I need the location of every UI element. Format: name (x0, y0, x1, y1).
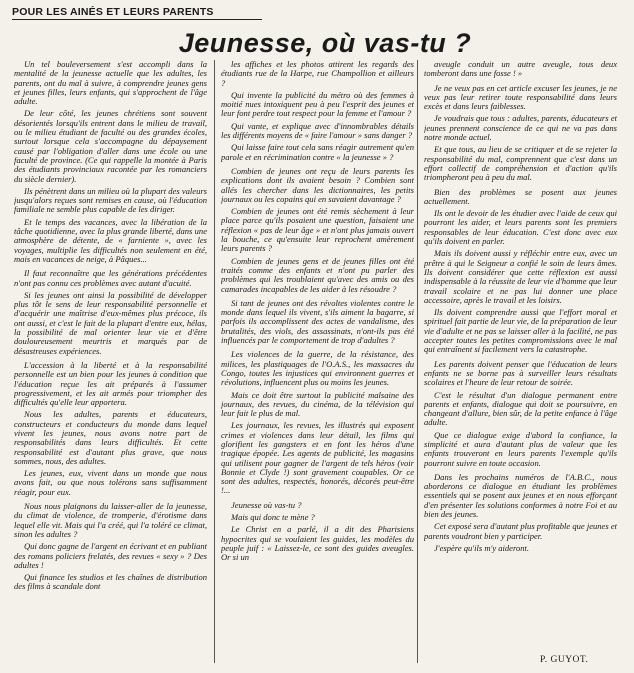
paragraph: Que ce dialogue exige d'abord la confiance, la simplicité et aura d'autant plus de valeur que les enfants trouveront en leurs parents l'exemple qu'ils pourront suivre en toute occasion. (424, 429, 617, 468)
paragraph: Qui laisse faire tout cela sans réagir autrement qu'en parole et en récrimination contre « la jeunesse » ? (221, 142, 414, 162)
paragraph: Bien des problèmes se posent aux jeunes actuellement. (424, 186, 617, 206)
paragraph: C'est le résultat d'un dialogue permanent entre parents et enfants, dialogue qui doit se poursuivre, en changeant d'allure, bien sûr, de la petite enfance à l'âge adulte. (424, 389, 617, 428)
paragraph: Un tel bouleversement s'est accompli dans la mentalité de la jeunesse actuelle que les adultes, les parents, ont du mal à suivre, à comprendre jeunes gens et jeunes filles, leurs enfants, qui s'approchent de l'âge adulte. (14, 60, 207, 107)
paragraph: De leur côté, les jeunes chrétiens sont souvent désorientés lorsqu'ils entrent dans le milieu de travail, ou le milieu étudiant de faculté ou des grandes écoles, surtout lorsque cela s'accompagne du dépaysement causé par l'obligation d'aller dans une école ou une faculté de province. (Ce qui rappelle la montée à Paris des étudiants provinciaux racontée par les romanciers du siècle dernier). (14, 108, 207, 184)
paragraph: Combien de jeunes gens et de jeunes filles ont été traités comme des enfants et n'ont pu parler des problèmes qui les troublaient qu'avec des amis ou des camarades incapables de les aider à les résoudre ? (221, 255, 414, 294)
paragraph: Qui donc gagne de l'argent en écrivant et en publiant des romans policiers frelatés, des revues « sexy » ? Des adultes ! (14, 541, 207, 570)
paragraph: Les violences de la guerre, de la résistance, des milices, les plastiquages de l'O.A.S., les massacres du Congo, toutes les injustices qui environnent guerres et révolutions, influencent plus ou moins les jeunes. (221, 349, 414, 388)
author-signature: P. GUYOT. (540, 655, 589, 665)
paragraph: Mais qui donc te mène ? (231, 512, 315, 523)
paragraph: Qui invente la publicité du métro où des femmes à moitié nues intoxiquent peu à peu l'esprit des jeunes et leur font perdre tout respect pour la femme et l'amour ? (221, 89, 414, 119)
paragraph: Le Christ en a parlé, il a dit des Pharisiens hypocrites qui se voulaient les guides, les modèles du peuple juif : « Laissez-le, ce sont des guides aveugles. Or si un (221, 524, 414, 563)
column-rule (417, 60, 418, 663)
paragraph: Si tant de jeunes ont des révoltes violentes contre le monde dans lequel ils vivent, s'ils aiment la bagarre, si parfois ils accomplissent des actes de vandalisme, des brutalités, des viols, des assassinats, n'ont-ils pas été influencés par le comportement de trop d'adultes ? (221, 297, 414, 346)
article-title: Jeunesse, où vas-tu ? (178, 28, 472, 58)
paragraph: Et que tous, au lieu de se critiquer et de se rejeter la responsabilité du mal, comprennent que c'est dans un effort collectif de compréhension et d'action qu'ils triompheront peu à peu du mal. (424, 144, 617, 183)
paragraph: Les parents doivent penser que l'éducation de leurs enfants ne se borne pas à surveiller leurs résultats scolaires et l'heure de leur retour de soirée. (424, 358, 617, 388)
paragraph: Les jeunes, eux, vivent dans un monde que nous avons fait, ou que nous tolérons sans suffisamment réagir, pour eux. (14, 468, 207, 497)
paragraph: J'espère qu'ils m'y aideront. (434, 542, 530, 553)
paragraph: Mais ils doivent aussi y réfléchir entre eux, avec un prêtre à qui le Seigneur a confié le soin de leurs âmes. Ils doivent considérer que cette réflexion est aussi indispensable à la réussite de leur vie d'homme que leur travail scolaire et ne pas lui donner une place accessoire, après le travail et les loisirs. (424, 248, 617, 305)
paragraph: L'accession à la liberté et à la responsabilité personnelle est un bien pour les jeunes à condition que l'éducation reçue les ait préparés à l'assumer progressivement, et les ait armés pour triompher des difficultés qu'elle leur apportera. (14, 359, 207, 408)
text-column-1 (14, 60, 207, 660)
paragraph: les affiches et les photos attirent les regards des étudiants rue de la Harpe, rue Champollion et ailleurs ? (221, 60, 414, 88)
text-column-3 (424, 60, 617, 660)
paragraph: Les journaux, les revues, les illustrés qui exposent crimes et violences dans leur détail, les films qui glorifient les gangsters et en font les héros d'une tragique épopée. Les agents de publicité, les magasins qui utilisent pour gagner de l'argent de tels héros (voir Bonnie et Clyde !) sont gravement coupables. Or ce sont des adultes, respectés, honorés, décorés peut-être !... (221, 420, 414, 496)
paragraph: aveugle conduit un autre aveugle, tous deux tomberont dans une fosse ! » (424, 60, 617, 79)
text-column-2 (221, 60, 414, 660)
paragraph: Ils pénètrent dans un milieu où la plupart des valeurs jusqu'alors reçues sont remises en cause, où l'éducation familiale ne semble plus capable de les diriger. (14, 185, 207, 215)
paragraph: Mais ce doit être surtout la publicité malsaine des journaux, des revues, du cinéma, de la télévision qui leur fait le plus de mal. (221, 389, 414, 419)
paragraph: Je voudrais que tous : adultes, parents, éducateurs et jeunes prennent conscience de ce qui ne va pas dans notre monde actuel. (424, 113, 617, 143)
paragraph: Jeunesse où vas-tu ? (231, 499, 302, 510)
paragraph: Qui finance les studios et les chaînes de distribution des films à scandale dont (14, 572, 207, 592)
paragraph: Si les jeunes ont ainsi la possibilité de développer plus tôt le sens de leur responsabilité personnelle et d'acquérir une maîtrise d'eux-mêmes plus précoce, ils ont aussi, et c'est le fait de la plupart d'entre eux, hélas, la possibilité de mal orienter leur vie et d'être douloureusement meurtris et marqués par de désastreuses expériences. (14, 289, 207, 356)
paragraph: Nous nous plaignons du laisser-aller de la jeunesse, du climat de violence, de tromperie, d'érotisme dans lequel elle vit. Mais qui l'a créé, qui l'a toléré ce climat, sinon les adultes ? (14, 501, 207, 539)
paragraph: Combien de jeunes ont été remis sèchement à leur place parce qu'ils posaient une question, faisaient une réflexion « pas de leur âge » et n'ont plus jamais ouvert la bouche, ce qu'ensuite leur reprochent amèrement leurs parents ? (221, 206, 414, 254)
paragraph: Dans les prochains numéros de l'A.B.C., nous aborderons ce dialogue en étudiant les problèmes essentiels qui se posent aux jeunes et en nous efforçant d'en présenter les solutions conformes à notre Foi et au bien des jeunes. (424, 471, 617, 520)
paragraph: Combien de jeunes ont reçu de leurs parents les explications dont ils avaient besoin ? Combien sont allés les chercher dans les dictionnaires, les petits journaux ou les copains qui en savaient davantage ? (221, 165, 414, 204)
paragraph: Ils doivent comprendre aussi que l'effort moral et spirituel fait partie de leur vie, de la préparation de leur vie d'adulte et ne pas se laisser aller à la facilité, ne pas accepter toutes les petites compromissions avec le mal qui entraînent si facilement vers la catastrophe. (424, 307, 617, 355)
section-rubric: POUR LES AINÉS ET LEURS PARENTS (12, 6, 262, 20)
paragraph: Et le temps des vacances, avec la libération de la tâche quotidienne, avec la plus grande liberté, dans une atmosphère de détente, de « farniente », avec les voyages, multiplie les difficultés non seulement en été, mais en vacances de neige, à Pâques... (14, 216, 207, 264)
paragraph: Qui vante, et explique avec d'innombrables détails les différents moyens de « faire l'amour » sans danger ? (221, 120, 414, 141)
paragraph: Cet exposé sera d'autant plus profitable que jeunes et parents voudront bien y participer. (424, 521, 617, 541)
column-rule (214, 60, 215, 663)
paragraph: Ils ont le devoir de les étudier avec l'aide de ceux qui pourront les aider, et leurs parents sont les premiers responsables de leur éducation. C'est donc avec eux qu'ils doivent en parler. (424, 208, 617, 247)
paragraph: Je ne veux pas en cet article excuser les jeunes, je ne veux pas leur retirer toute responsabilité dans leurs excès et dans leurs faiblesses. (424, 82, 617, 112)
paragraph: Nous les adultes, parents et éducateurs, constructeurs et conducteurs du monde dans lequel vivent les jeunes, nous avons notre part de responsabilités dans leurs difficultés. Et cette responsabilité est d'autant plus grave, que nous sommes, nous, des adultes. (14, 409, 207, 466)
paragraph: Il faut reconnaître que les générations précédentes n'ont pas connu ces problèmes avec autant d'acuité. (14, 268, 207, 288)
